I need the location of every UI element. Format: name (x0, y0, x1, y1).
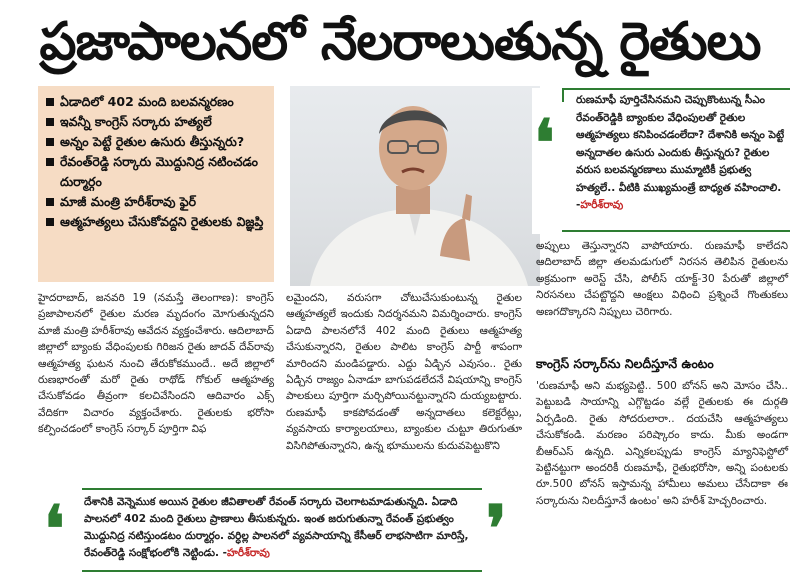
bullet-icon (46, 138, 54, 146)
paragraph: అప్పులు తెస్తున్నారని వాపోయారు. రుణమాఫీ కాలేదని ఆదిలాబాద్ జిల్లా తలమడుగులో నిరసన తెలిపిన రైతులను అక్రమంగా అరెస్ట్ చేసి, పోలీస్ యాక్ట్-30 పేరుతో జిల్లాలో నిరసనలు చేపట్టొద్దని ఆంక్షలు విధించి ప్రశ్నించే గొంతుకలు అణగదొక్కారని నిప్పులు చెరిగారు. (536, 240, 788, 318)
article-column-1 (38, 290, 274, 486)
article-column-2 (286, 290, 522, 486)
highlight-item: ఏడాదిలో 402 మంది బలవన్మరణం (44, 92, 268, 112)
paragraph: లమైందని, వరుసగా చోటుచేసుకుంటున్న రైతుల ఆత్మహత్యలే ఇందుకు నిదర్శనమని విమర్శించారు. కాంగ్రెస్ ఏడాది పాలనలోనే 402 మంది రైతులు ఆత్మహత్య చేసుకున్నారని, రైతుల పాలిట కాంగ్రెస్ పార్టీ శాపంగా మారిందని మండిపడ్డారు. ఎద్దు ఏడ్చిన ఎవుసం.. రైతు ఏడ్చిన రాజ్యం ఏనాడూ బాగుపడలేదనే విషయాన్ని కాంగ్రెస్ పాలకులు పూర్తిగా మర్చిపోయినట్టున్నారని దుయ్యబట్టారు. రుణమాఫీ కాకపోవడంతో అన్నదాతలు కలెక్టరేట్లు, వ్యవసాయ కార్యాలయాలు, బ్యాంకుల చుట్టూ తిరుగుతూ విసిగిపోతున్నారని, ఉన్న భూములను కుదువపెట్టుకొని (286, 292, 522, 452)
quote-box-bottom (38, 488, 522, 572)
portrait-photo (290, 86, 540, 286)
quote-close-mark-icon: ❜ (486, 492, 507, 567)
bullet-icon (46, 158, 54, 166)
article-column-3 (536, 238, 788, 354)
highlight-item: మాజీ మంత్రి హరీశ్‌రావు ఫైర్ (44, 192, 268, 212)
portrait-figure-icon (290, 86, 540, 286)
divider (562, 88, 790, 90)
quote-text: రుణమాఫీ పూర్తిచేసినమని చెప్పుకొంటున్న సీఎం రేవంత్‌రెడ్డికి బ్యాంకుల వేధింపులతో రైతుల ఆత్మహత్యలు కనిపించడంలేదా? దేశానికి అన్నం పెట్టే అన్నదాతల ఉసురు ఎందుకు తీస్తున్నరు? రైతుల వరుస బలవన్మరణాలు ముమ్మాటికీ ప్రభుత్వ హత్యలే.. వీటికి ముఖ్యమంత్రే బాధ్యత వహించాలి. -హరీశ్‌రావు (576, 94, 785, 211)
highlight-item: అన్నం పెట్టే రైతుల ఉసురు తీస్తున్నరు? (44, 132, 268, 152)
quote-author: హరీశ్‌రావు (580, 199, 624, 211)
divider (562, 230, 790, 232)
highlight-item: రేవంత్‌రెడ్డి సర్కారు మొద్దునిద్ర నటించడం దుర్మార్గం (44, 152, 268, 192)
highlight-item: ఇవన్నీ కాంగ్రెస్ సర్కారు హత్యలే (44, 112, 268, 132)
headline: ప్రజాపాలనలో నేలరాలుతున్న రైతులు (39, 12, 761, 72)
article-column-3-continued (536, 378, 788, 574)
divider (562, 88, 564, 102)
bullet-icon (46, 198, 54, 206)
bullet-icon (46, 118, 54, 126)
divider (82, 570, 482, 572)
quote-mark-icon: ❛ (534, 106, 555, 181)
highlight-item: ఆత్మహత్యలు చేసుకోవద్దని రైతులకు విజ్ఞప్తి (44, 212, 268, 232)
highlights-box (38, 86, 274, 282)
subheading: కాంగ్రెస్ సర్కార్‌ను నిలదీస్తూనే ఉంటం (536, 356, 714, 371)
paragraph: 'రుణమాఫీ అని మభ్యపెట్టి.. 500 బోనస్ అని మోసం చేసి.. పెట్టుబడి సాయాన్ని ఎగ్గొట్టడం వల్లే రైతులకు ఈ దుర్గతి ఏర్పడింది. రైతు సోదరులారా.. దయచేసి ఆత్మహత్యలు చేసుకోకండి. మరణం పరిష్కారం కాదు. మీకు అండగా బీఆర్‌ఎస్ ఉన్నది. ఎన్నికలప్పుడు కాంగ్రెస్ మ్యానిఫెస్టోలో పెట్టినట్టుగా అందరికీ రుణమాఫీ, రైతుభరోసా, అన్ని పంటలకు రూ.500 బోనస్ ఇస్తామన్న హామీలు అమలు చేసేదాకా ఈ సర్కారును నిలదీస్తూనే ఉంటం' అని హరీశ్ హెచ్చరించారు. (536, 380, 788, 507)
quote-box-top (532, 88, 790, 234)
bullet-icon (46, 98, 54, 106)
quote-text: దేశానికి వెన్నెముక అయిన రైతుల జీవితాలతో రేవంత్ సర్కారు చెలగాటమాడుతున్నది. ఏడాది పాలనలో 402 మంది రైతులు ప్రాణాలు తీసుకున్నరు. ఇంత జరుగుతున్నా రేవంత్ ప్రభుత్వం మొద్దునిద్ర నటిస్తుండటం దుర్మార్గం. వర్ధిల్ల పాలనలో వ్యవసాయాన్ని కేసీఆర్ లాభసాటిగా మారిస్తే, రేవంత్‌రెడ్డి సంక్షోభంలోకి నెట్టిండు. -హరీశ్‌రావు (84, 496, 469, 559)
quote-open-mark-icon: ❛ (44, 492, 65, 567)
quote-author: హరీశ్‌రావు (227, 547, 270, 559)
bullet-icon (46, 218, 54, 226)
paragraph: హైదరాబాద్, జనవరి 19 (నమస్తే తెలంగాణ): కాంగ్రెస్ ప్రజాపాలనలో రైతుల మరణ మృదంగం మోగుతున్నదని మాజీ మంత్రి హరీశ్‌రావు ఆవేదన వ్యక్తంచేశారు. ఆదిలాబాద్ జిల్లాలో బ్యాంకు వేధింపులకు గిరిజన రైతు జాదవ్ దేవ్‌రావు ఆత్మహత్య ఘటన నుంచి తేరుకోకముందే.. అదే జిల్లాలో రుణభారంతో మరో రైతు రాథోడ్ గోకుల్ ఆత్మహత్య చేసుకోవడం తీవ్రంగా కలచివేసిందని ఆదివారం ఎక్స్ వేదికగా విచారం వ్యక్తంచేశారు. రైతులకు భరోసా కల్పించడంలో కాంగ్రెస్ సర్కార్ పూర్తిగా విఫ (38, 292, 274, 436)
divider (82, 488, 482, 490)
